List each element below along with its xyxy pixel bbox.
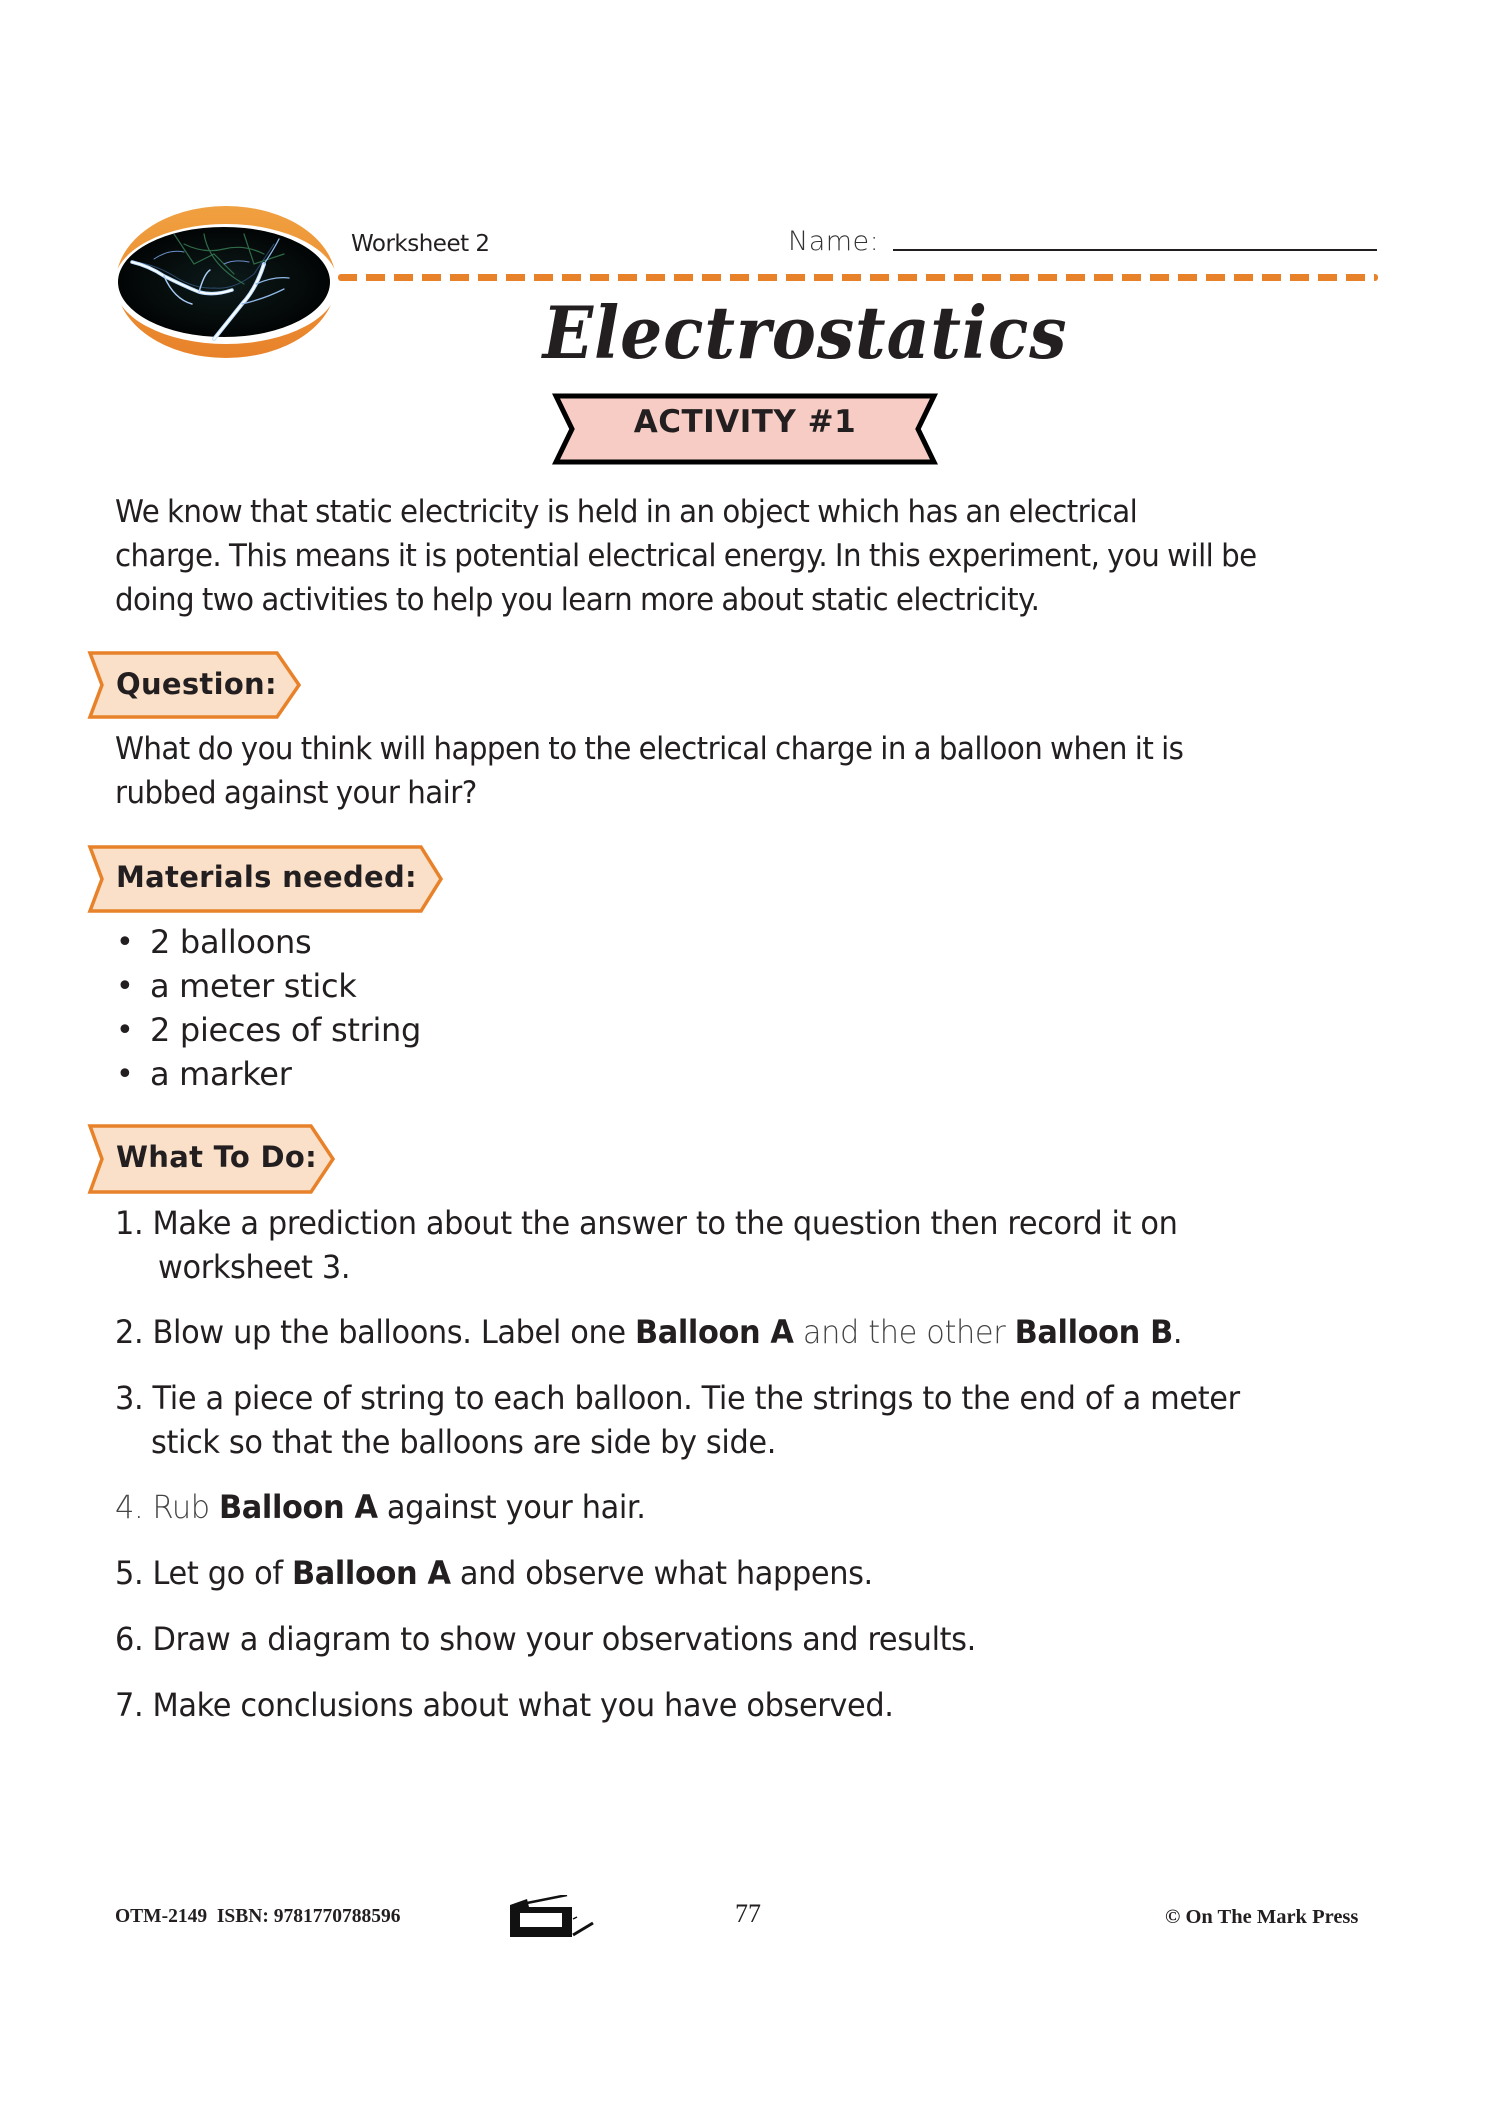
- material-item: a marker: [150, 1055, 292, 1093]
- step-6: [115, 1620, 976, 1658]
- materials-heading: Materials needed:: [116, 860, 417, 894]
- step-text: .: [1172, 1313, 1183, 1351]
- step-number: 5.: [115, 1554, 144, 1592]
- intro-line: charge. This means it is potential electrical energy. In this experiment, you will be: [115, 538, 1257, 574]
- step-2: [115, 1313, 1182, 1351]
- step-number: 4.: [115, 1488, 144, 1526]
- question-heading: Question:: [116, 667, 277, 701]
- step-text: Rub: [152, 1488, 220, 1526]
- photocopier-icon: [507, 1895, 597, 1939]
- what-to-do-heading: What To Do:: [116, 1140, 318, 1174]
- intro-line: We know that static electricity is held in an object which has an electrical: [115, 494, 1138, 530]
- lightning-logo-icon: [114, 204, 338, 360]
- step-number: 2.: [115, 1313, 144, 1351]
- step-text: Make conclusions about what you have observed.: [152, 1686, 894, 1724]
- step-text: and the other: [793, 1313, 1015, 1351]
- step-1-continued: worksheet 3.: [158, 1248, 351, 1286]
- material-item: 2 balloons: [150, 923, 312, 961]
- bullet: •: [116, 1057, 134, 1092]
- step-4: [115, 1488, 646, 1526]
- bullet: •: [116, 925, 134, 960]
- material-item: 2 pieces of string: [150, 1011, 422, 1049]
- material-item: a meter stick: [150, 967, 357, 1005]
- page-number: 77: [735, 1899, 761, 1928]
- bullet: •: [116, 1013, 134, 1048]
- step-text: and observe what happens.: [450, 1554, 873, 1592]
- question-line: What do you think will happen to the electrical charge in a balloon when it is: [115, 731, 1184, 767]
- question-line: rubbed against your hair?: [115, 775, 477, 811]
- step-text: Tie a piece of string to each balloon. Tie the strings to the end of a meter: [152, 1379, 1240, 1417]
- balloon-a-label: Balloon A: [634, 1313, 794, 1351]
- step-number: 1.: [115, 1204, 144, 1242]
- dashed-divider: [338, 274, 1378, 281]
- activity-label: ACTIVITY #1: [633, 404, 857, 440]
- step-1: [115, 1204, 1178, 1242]
- step-5: [115, 1554, 873, 1592]
- step-text: Let go of: [152, 1554, 292, 1592]
- step-text: Draw a diagram to show your observations and results.: [152, 1620, 976, 1658]
- worksheet-label: Worksheet 2: [351, 231, 490, 257]
- footer-code-isbn: OTM-2149 ISBN: 9781770788596: [115, 1906, 401, 1927]
- step-7: [115, 1686, 894, 1724]
- step-number: 3.: [115, 1379, 144, 1417]
- step-text: against your hair.: [377, 1488, 646, 1526]
- bullet: •: [116, 969, 134, 1004]
- page-title: Electrostatics: [542, 290, 1068, 375]
- copyright: © On The Mark Press: [1165, 1906, 1359, 1928]
- step-text: Make a prediction about the answer to the question then record it on: [152, 1204, 1178, 1242]
- step-number: 6.: [115, 1620, 144, 1658]
- intro-line: doing two activities to help you learn more about static electricity.: [115, 582, 1040, 618]
- step-3-continued: stick so that the balloons are side by side.: [151, 1423, 776, 1461]
- step-text: Blow up the balloons. Label one: [152, 1313, 635, 1351]
- step-3: [115, 1379, 1240, 1417]
- balloon-a-label: Balloon A: [291, 1554, 451, 1592]
- name-label: Name:: [788, 226, 880, 257]
- balloon-a-label: Balloon A: [219, 1488, 378, 1526]
- name-field[interactable]: [893, 249, 1377, 251]
- balloon-b-label: Balloon B: [1014, 1313, 1173, 1351]
- step-number: 7.: [115, 1686, 144, 1724]
